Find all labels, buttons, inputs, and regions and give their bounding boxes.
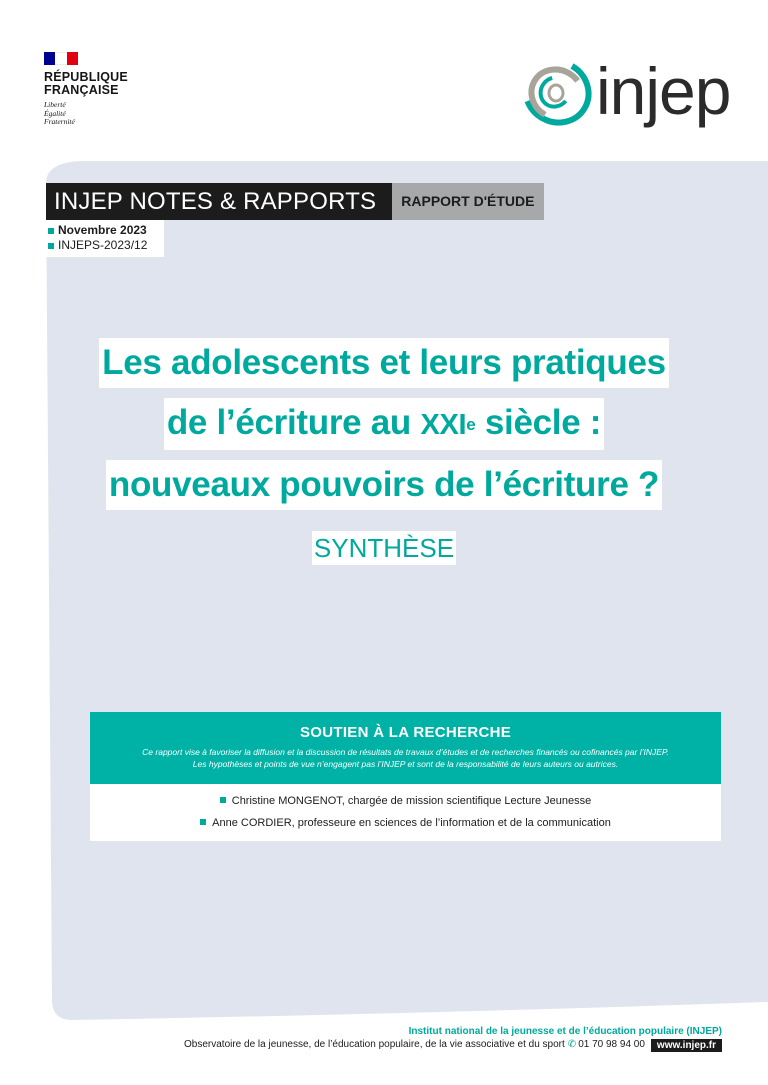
footer-observatory: Observatoire de la jeunesse, de l’éducation populaire, de la vie associative et du sport	[184, 1039, 565, 1050]
series-title: INJEP NOTES & RAPPORTS	[46, 183, 392, 220]
title-line-2: de l’écriture au XXIe siècle :	[164, 398, 604, 450]
bullet-square-icon	[220, 797, 226, 803]
series-band	[46, 183, 544, 220]
injep-swirl-icon	[522, 52, 596, 132]
republic-name: RÉPUBLIQUE FRANÇAISE	[44, 70, 128, 97]
authors-list	[90, 784, 721, 841]
bullet-square-icon	[200, 819, 206, 825]
research-support-box	[90, 712, 721, 841]
publication-reference: INJEPS-2023/12	[48, 238, 164, 253]
report-subtitle: SYNTHÈSE	[313, 533, 455, 563]
footer-institute: Institut national de la jeunesse et de l’éducation populaire (INJEP)	[408, 1026, 722, 1037]
footer-website-link[interactable]: www.injep.fr	[651, 1039, 722, 1052]
publication-date: Novembre 2023	[48, 223, 164, 238]
republique-francaise-logo	[44, 52, 128, 127]
footer-phone: 01 70 98 94 00	[578, 1039, 645, 1050]
injep-logo	[522, 52, 732, 132]
publication-meta	[44, 220, 164, 257]
bullet-square-icon	[48, 243, 54, 249]
research-support-header	[90, 712, 721, 784]
injep-logo-text: injep	[596, 54, 731, 128]
title-line-3: nouveaux pouvoirs de l’écriture ?	[106, 460, 662, 510]
author-item: Anne CORDIER, professeure en sciences de l’information et de la communication	[90, 812, 721, 834]
footer	[184, 1025, 722, 1052]
report-subtitle-wrap	[0, 531, 768, 565]
report-title	[0, 338, 768, 520]
author-item: Christine MONGENOT, chargée de mission scientifique Lecture Jeunesse	[90, 790, 721, 812]
footer-contact-line	[184, 1038, 722, 1052]
phone-icon: ✆	[567, 1039, 577, 1050]
research-support-title: SOUTIEN À LA RECHERCHE	[299, 724, 512, 741]
bullet-square-icon	[48, 228, 54, 234]
title-line-1: Les adolescents et leurs pratiques	[99, 338, 669, 388]
report-type-tag: RAPPORT D'ÉTUDE	[392, 183, 543, 220]
republic-motto: Liberté Égalité Fraternité	[44, 100, 75, 126]
french-flag-icon	[44, 52, 78, 65]
research-support-note: Ce rapport vise à favoriser la diffusion et la discussion de résultats de travaux d’études et de recherches financés ou cofinancés par l’INJEP. Les hypothèses et points de vue n’engagent pas l’INJEP et sont de la responsabilité de leurs auteurs ou autrices.	[142, 747, 669, 769]
